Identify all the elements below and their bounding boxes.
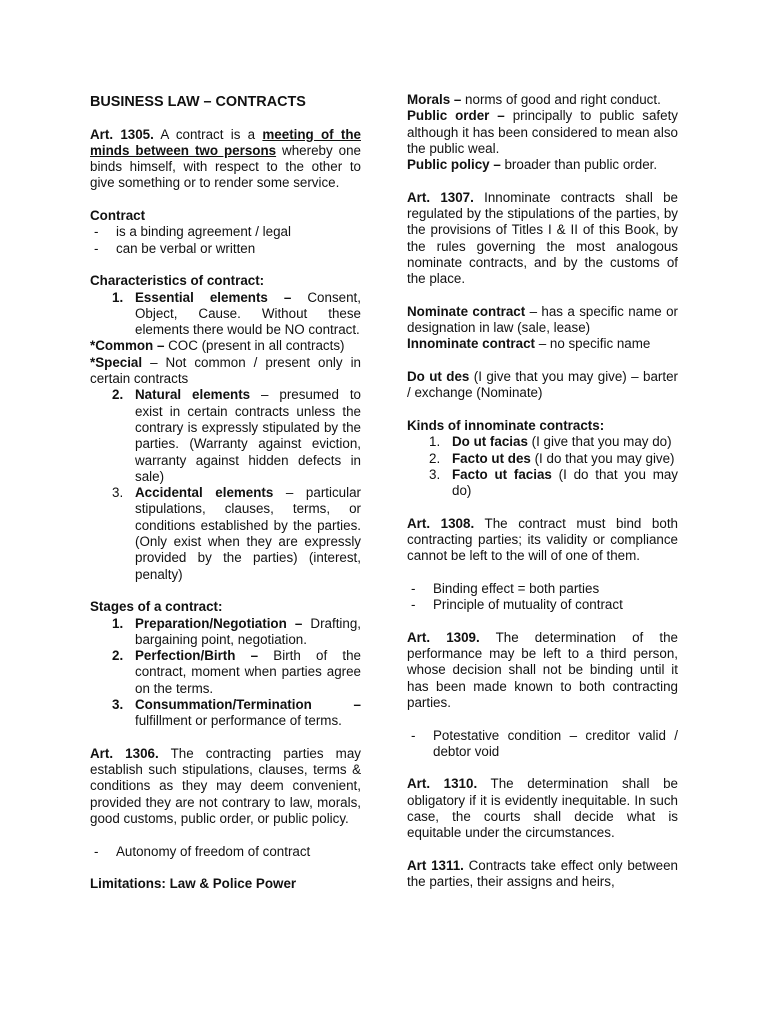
art-1310-text: The determination shall be obligatory if it is evidently inequitable. In such case, the courts shall decide what is equitable under the circumstances. <box>407 776 678 841</box>
kinds-heading-text: Kinds of innominate contracts: <box>407 417 605 433</box>
public-policy-definition <box>407 157 678 173</box>
contract-heading-text: Contract <box>90 208 146 224</box>
contract-bullet: - is a binding agreement / legal <box>90 224 361 240</box>
art-1309-paragraph <box>407 630 678 711</box>
stages-heading <box>90 599 361 615</box>
stage-item <box>90 648 361 697</box>
morals-text: norms of good and right conduct. <box>461 92 661 107</box>
stage-label: Preparation/Negotiation – <box>135 615 303 631</box>
stage-item <box>90 697 361 730</box>
kind-item <box>407 434 678 450</box>
art-1307-paragraph <box>407 190 678 288</box>
public-policy-label: Public policy – <box>407 157 501 173</box>
art-1310-paragraph <box>407 776 678 841</box>
art-1311-text: Contracts take effect only between the parties, their assigns and heirs, <box>407 857 678 890</box>
list-number: 1. <box>429 434 441 450</box>
do-ut-des-label: Do ut des <box>407 369 470 385</box>
do-ut-des-text: (I give that you may give) – barter / exchange (Nominate) <box>407 369 678 401</box>
innominate-text: – no specific name <box>534 336 651 352</box>
autonomy-bullet: - Autonomy of freedom of contract <box>90 844 361 860</box>
art-1305-label: Art. 1305. <box>90 126 154 142</box>
art-1309-text: The determination of the performance may be left to a third person, whose decision shall not be binding until it has been made known to both contracting parties. <box>407 629 678 710</box>
public-policy-text: broader than public order. <box>500 157 658 173</box>
kind-text: (I give that you may do) <box>527 434 672 450</box>
list-number: 3. <box>112 485 124 501</box>
kind-label: Facto ut des <box>452 450 531 466</box>
public-order-text: principally to public safety although it has been considered to mean also the public weal. <box>407 108 678 156</box>
common-note <box>90 338 361 354</box>
limitations-heading-text: Limitations: Law & Police Power <box>90 876 297 892</box>
nominate-definition <box>407 304 678 337</box>
essential-elements-label: Essential elements – <box>135 289 292 305</box>
special-note <box>90 355 361 388</box>
common-text: COC (present in all contracts) <box>164 338 345 354</box>
nominate-label: Nominate contract <box>407 303 526 319</box>
art-1308-label: Art. 1308. <box>407 515 475 531</box>
essential-elements-item <box>90 290 361 339</box>
contract-bullet: - can be verbal or written <box>90 241 361 257</box>
art-1309-label: Art. 1309. <box>407 629 480 645</box>
contract-heading <box>90 208 361 224</box>
potestative-note: - Potestative condition – creditor valid / debtor void <box>407 728 678 761</box>
kind-label: Do ut facias <box>452 434 528 450</box>
stage-text: fulfillment or performance of terms. <box>135 713 342 729</box>
art-1311-label: Art 1311. <box>407 857 464 873</box>
natural-elements-text: – presumed to exist in certain contracts unless the contrary is expressly stipulated by the parties. (Warranty against eviction, warranty against hidden defects in sale) <box>135 387 361 484</box>
kind-label: Facto ut facias <box>452 466 552 482</box>
nominate-text: – has a specific name or designation in law (sale, lease) <box>407 303 678 336</box>
art-1308-paragraph <box>407 516 678 565</box>
document-title: BUSINESS LAW – CONTRACTS <box>90 94 306 110</box>
art-1311-paragraph <box>407 858 678 891</box>
kind-item <box>407 467 678 500</box>
art-1308-note: - Binding effect = both parties <box>407 581 678 597</box>
art-1308-note: - Principle of mutuality of contract <box>407 597 678 613</box>
natural-elements-item <box>90 387 361 485</box>
stage-item <box>90 616 361 649</box>
kinds-heading <box>407 418 678 434</box>
limitations-heading <box>90 876 361 892</box>
do-ut-des-definition <box>407 369 678 402</box>
list-number: 2. <box>429 450 441 466</box>
left-column <box>90 92 361 893</box>
special-label: *Special <box>90 354 143 370</box>
art-1310-label: Art. 1310. <box>407 776 478 792</box>
art-1305-text-post: whereby one binds himself, with respect to the other to give something or to render some service. <box>90 142 361 191</box>
art-1307-label: Art. 1307. <box>407 189 474 205</box>
accidental-elements-label: Accidental elements <box>135 485 274 501</box>
list-number: 3. <box>429 466 441 482</box>
characteristics-heading <box>90 273 361 289</box>
public-order-label: Public order – <box>407 108 505 124</box>
kind-text: (I do that you may do) <box>452 466 678 499</box>
list-number: 1. <box>112 615 124 631</box>
innominate-definition <box>407 336 678 352</box>
morals-definition <box>407 92 678 108</box>
essential-elements-text: Consent, Object, Cause. Without these elements there would be NO contract. <box>135 289 361 338</box>
stage-text: Birth of the contract, moment when parties agree on the terms. <box>135 648 361 696</box>
list-number: 2. <box>112 648 124 664</box>
art-1305-text-pre: A contract is a <box>153 126 263 142</box>
art-1307-text: Innominate contracts shall be regulated by the stipulations of the parties, by the provisions of Titles I & II of this Book, by the rules governing the most analogous nominate contracts, and by the customs of the place. <box>407 189 678 287</box>
list-number: 2. <box>112 387 124 403</box>
art-1305-paragraph <box>90 127 361 192</box>
art-1306-paragraph <box>90 746 361 827</box>
accidental-elements-text: – particular stipulations, clauses, terms, or conditions established by the parties. (Only exist when they are expressly provided by the parties) (interest, penalty) <box>135 485 361 582</box>
art-1305-emphasis: meeting of the minds between two persons <box>90 126 361 158</box>
common-label: *Common – <box>90 338 165 354</box>
right-column <box>407 92 678 891</box>
innominate-label: Innominate contract <box>407 336 535 352</box>
art-1306-label: Art. 1306. <box>90 745 159 761</box>
art-1306-text: The contracting parties may establish such stipulations, clauses, terms & conditions as they may deem convenient, provided they are not contrary to law, morals, good customs, public order, or public policy. <box>90 745 361 827</box>
natural-elements-label: Natural elements <box>135 387 251 403</box>
stage-label: Consummation/Termination – <box>135 696 361 712</box>
art-1308-text: The contract must bind both contracting parties; its validity or compliance cannot be left to the will of one of them. <box>407 515 678 564</box>
characteristics-heading-text: Characteristics of contract: <box>90 273 265 289</box>
public-order-definition <box>407 108 678 157</box>
accidental-elements-item <box>90 485 361 583</box>
kind-text: (I do that you may give) <box>530 450 675 466</box>
list-number: 3. <box>112 696 124 712</box>
list-number: 1. <box>112 289 124 305</box>
stage-label: Perfection/Birth – <box>135 648 259 664</box>
stage-text: Drafting, bargaining point, negotiation. <box>135 615 361 647</box>
kind-item <box>407 451 678 467</box>
stages-heading-text: Stages of a contract: <box>90 599 223 615</box>
special-text: – Not common / present only in certain contracts <box>90 354 361 387</box>
morals-label: Morals – <box>407 92 462 107</box>
